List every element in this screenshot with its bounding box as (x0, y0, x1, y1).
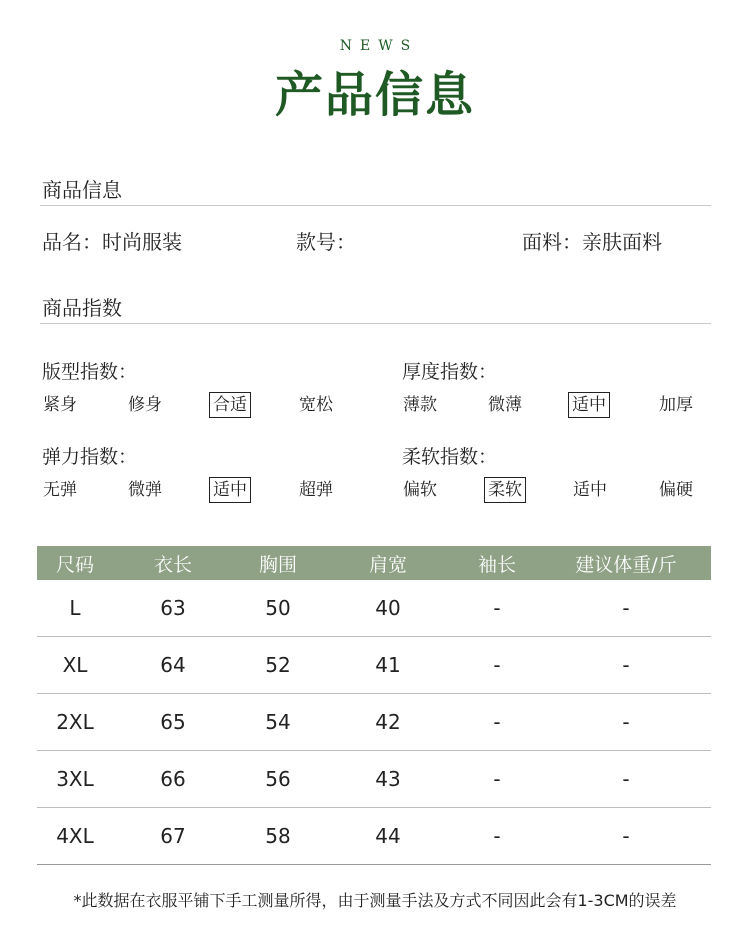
measurement-footnote: *此数据在衣服平铺下手工测量所得，由于测量手法及方式不同因此会有1-3CM的误差 (73, 891, 677, 910)
cell-length: 63 (160, 596, 186, 620)
fit-option-slim: 修身 (128, 395, 162, 415)
col-header-length: 衣长 (153, 553, 192, 576)
cell-size: 2XL (56, 710, 94, 734)
size-table-header (37, 546, 711, 580)
cell-weight: - (622, 596, 630, 620)
cell-chest: 58 (265, 824, 291, 848)
cell-length: 64 (160, 653, 186, 677)
cell-sleeve: - (493, 824, 501, 848)
softness-option-stiff: 偏硬 (659, 480, 693, 500)
cell-shoulder: 40 (375, 596, 401, 620)
cell-weight: - (622, 824, 630, 848)
table-row (37, 808, 711, 865)
style-number: 款号： (296, 230, 356, 254)
cell-weight: - (622, 653, 630, 677)
cell-size: XL (62, 653, 88, 677)
cell-shoulder: 43 (375, 767, 401, 791)
header-eyebrow: NEWS (339, 38, 419, 54)
elasticity-index-label: 弹力指数： (42, 446, 138, 468)
cell-size: L (69, 596, 81, 620)
cell-sleeve: - (493, 653, 501, 677)
cell-weight: - (622, 767, 630, 791)
cell-shoulder: 44 (375, 824, 401, 848)
cell-length: 67 (160, 824, 186, 848)
product-name: 品名：时尚服装 (42, 230, 182, 254)
cell-weight: - (622, 710, 630, 734)
col-header-chest: 胸围 (258, 553, 297, 576)
cell-sleeve: - (493, 767, 501, 791)
thickness-option-thick: 加厚 (659, 395, 693, 415)
col-header-sleeve: 袖长 (477, 553, 516, 576)
col-header-size: 尺码 (55, 553, 94, 576)
fit-option-tight: 紧身 (43, 395, 77, 415)
cell-size: 3XL (56, 767, 94, 791)
softness-option-soft-selected: 柔软 (484, 477, 526, 503)
softness-index-label: 柔软指数： (402, 446, 498, 468)
elasticity-option-none: 无弹 (43, 480, 77, 500)
elasticity-option-slight: 微弹 (128, 480, 162, 500)
fit-option-regular-selected: 合适 (209, 392, 251, 418)
product-index-heading: 商品指数 (42, 296, 122, 320)
softness-option-medium: 适中 (573, 480, 607, 500)
table-row (37, 751, 711, 808)
col-header-weight: 建议体重/斤 (575, 553, 677, 576)
cell-sleeve: - (493, 596, 501, 620)
thickness-option-medium-selected: 适中 (568, 392, 610, 418)
fit-option-loose: 宽松 (299, 395, 333, 415)
thickness-option-slightly-thin: 微薄 (488, 395, 522, 415)
cell-chest: 56 (265, 767, 291, 791)
table-row (37, 637, 711, 694)
size-table (37, 546, 711, 865)
table-row (37, 580, 711, 637)
thickness-index-label: 厚度指数： (402, 361, 498, 383)
elasticity-option-super: 超弹 (299, 480, 333, 500)
cell-length: 66 (160, 767, 186, 791)
col-header-shoulder: 肩宽 (368, 553, 407, 576)
cell-shoulder: 41 (375, 653, 401, 677)
cell-sleeve: - (493, 710, 501, 734)
product-index-divider (40, 323, 711, 324)
cell-length: 65 (160, 710, 186, 734)
cell-shoulder: 42 (375, 710, 401, 734)
fit-index-label: 版型指数： (42, 361, 138, 383)
softness-option-softish: 偏软 (403, 480, 437, 500)
product-info-heading: 商品信息 (42, 178, 122, 202)
cell-size: 4XL (56, 824, 94, 848)
page-title: 产品信息 (274, 67, 475, 123)
table-row (37, 694, 711, 751)
product-info-divider (40, 205, 711, 206)
fabric: 面料：亲肤面料 (522, 230, 662, 254)
cell-chest: 54 (265, 710, 291, 734)
cell-chest: 52 (265, 653, 291, 677)
elasticity-option-medium-selected: 适中 (209, 477, 251, 503)
thickness-option-thin: 薄款 (403, 395, 437, 415)
cell-chest: 50 (265, 596, 291, 620)
